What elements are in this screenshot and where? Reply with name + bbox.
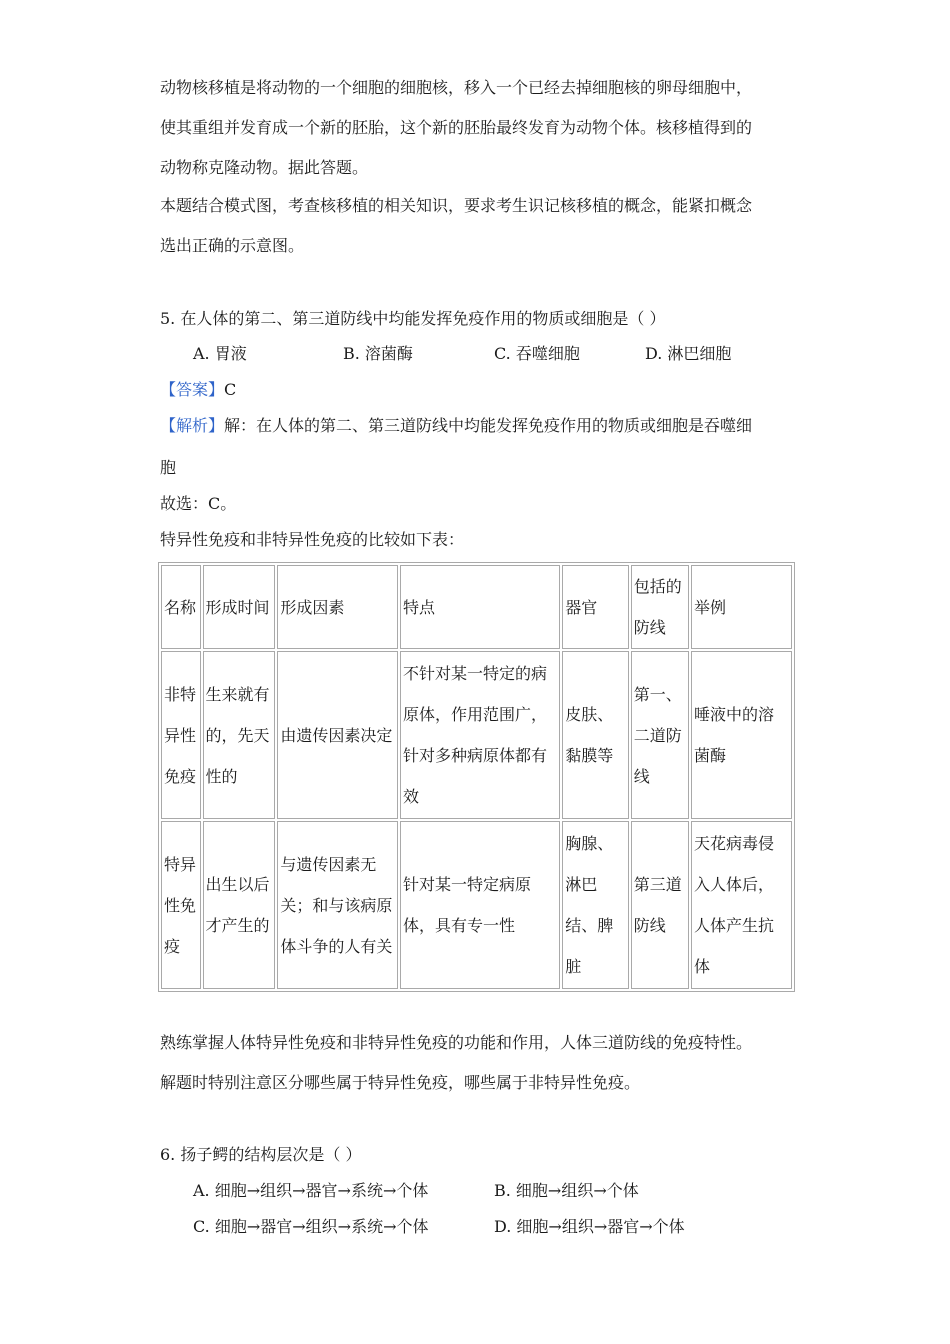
table-cell: 皮肤、黏膜等 [562, 651, 629, 819]
answer-tag: 【答案】 [160, 380, 225, 399]
table-cell: 特异性免疫 [161, 821, 201, 989]
q6-option-c: C. 细胞→器官→组织→系统→个体 [193, 1217, 429, 1236]
q5-choice: 故选：C。 [160, 494, 237, 513]
table-cell: 出生以后才产生的 [203, 821, 276, 989]
table-header-cell: 特点 [400, 565, 560, 649]
q5-stem: 5. 在人体的第二、第三道防线中均能发挥免疫作用的物质或细胞是（ ） [160, 309, 666, 328]
analysis-text: 解：在人体的第二、第三道防线中均能发挥免疫作用的物质或细胞是吞噬细 [224, 416, 753, 435]
intro-line-2: 使其重组并发育成一个新的胚胎，这个新的胚胎最终发育为动物个体。核移植得到的 [160, 118, 753, 137]
intro-line-4: 本题结合模式图，考查核移植的相关知识，要求考生识记核移植的概念，能紧扣概念 [160, 196, 753, 215]
table-cell: 胸腺、淋巴结、脾脏 [562, 821, 629, 989]
q6-option-d: D. 细胞→组织→器官→个体 [494, 1217, 685, 1236]
answer-value: C [224, 380, 237, 399]
table-intro: 特异性免疫和非特异性免疫的比较如下表： [160, 530, 465, 549]
table-cell: 非特异性免疫 [161, 651, 201, 819]
q5-analysis-line [160, 415, 752, 437]
table-cell: 针对某一特定病原体，具有专一性 [400, 821, 560, 989]
table-cell: 生来就有的，先天性的 [203, 651, 276, 819]
table-row [161, 821, 792, 989]
table-cell: 与遗传因素无关；和与该病原体斗争的人有关 [277, 821, 398, 989]
table-cell: 唾液中的溶菌酶 [691, 651, 792, 819]
q5-option-b: B. 溶菌酶 [343, 344, 413, 363]
summary-line-1: 熟练掌握人体特异性免疫和非特异性免疫的功能和作用，人体三道防线的免疫特性。 [160, 1033, 753, 1052]
table-header-cell: 形成时间 [203, 565, 276, 649]
q6-option-a: A. 细胞→组织→器官→系统→个体 [193, 1181, 429, 1200]
q5-answer-line [160, 379, 236, 401]
q5-analysis-line-2: 胞 [160, 458, 177, 477]
q5-option-d: D. 淋巴细胞 [645, 344, 732, 363]
intro-line-1: 动物核移植是将动物的一个细胞的细胞核，移入一个已经去掉细胞核的卵母细胞中， [160, 78, 753, 97]
table-header-cell: 形成因素 [277, 565, 398, 649]
table-cell: 不针对某一特定的病原体，作用范围广，针对多种病原体都有效 [400, 651, 560, 819]
table-header-cell: 器官 [562, 565, 629, 649]
table-row [161, 651, 792, 819]
q5-option-c: C. 吞噬细胞 [494, 344, 580, 363]
immunity-comparison-table [158, 562, 795, 992]
table-cell: 天花病毒侵入人体后，人体产生抗体 [691, 821, 792, 989]
table-cell: 第三道防线 [631, 821, 689, 989]
table-header-cell: 举例 [691, 565, 792, 649]
intro-line-5: 选出正确的示意图。 [160, 236, 305, 255]
q6-stem: 6. 扬子鳄的结构层次是（ ） [160, 1145, 362, 1164]
table-cell: 第一、二道防线 [631, 651, 689, 819]
intro-line-3: 动物称克隆动物。据此答题。 [160, 158, 369, 177]
summary-line-2: 解题时特别注意区分哪些属于特异性免疫，哪些属于非特异性免疫。 [160, 1073, 641, 1092]
analysis-tag: 【解析】 [160, 416, 225, 435]
table-header-cell: 名称 [161, 565, 201, 649]
q5-option-a: A. 胃液 [193, 344, 247, 363]
q6-option-b: B. 细胞→组织→个体 [494, 1181, 639, 1200]
table-header-row [161, 565, 792, 649]
table-header-cell: 包括的防线 [631, 565, 689, 649]
table-cell: 由遗传因素决定 [277, 651, 398, 819]
